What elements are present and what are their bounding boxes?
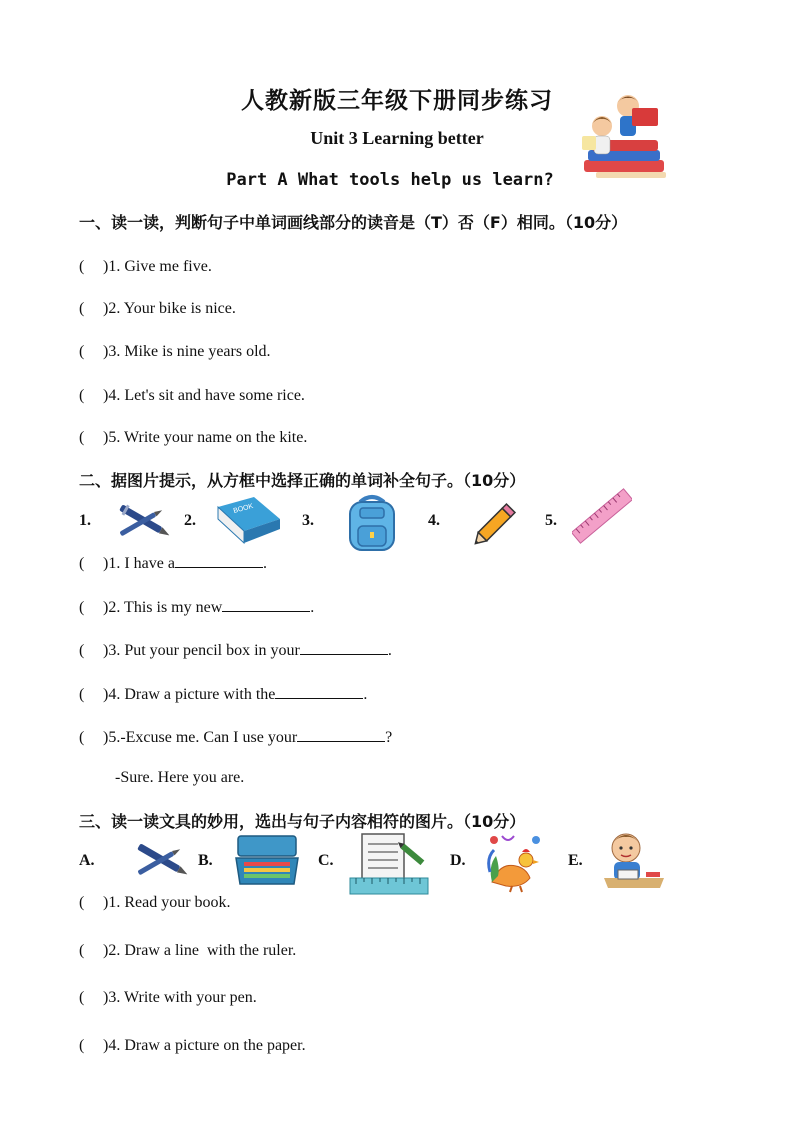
schoolbag-icon [342,492,402,554]
section2-item: ( )5.-Excuse me. Can I use your ? [79,729,393,746]
answer-paren[interactable]: ( [79,429,85,446]
section2-item: ( )1. I have a . [79,555,267,572]
answer-blank[interactable] [275,684,363,699]
section2-heading: 二、据图片提示，从方框中选择正确的单词补全句子。（10分） [79,471,526,490]
picture-label: D. [450,852,466,869]
paper-ruler-icon [348,832,430,898]
section2-item: ( )4. Draw a picture with the . [79,686,368,703]
pencil-box-icon [232,830,302,890]
picture-label: 1. [79,512,91,529]
picture-label: B. [198,852,213,869]
answer-paren[interactable]: ( [79,989,85,1006]
svg-text:BOOK: BOOK [232,502,255,515]
answer-blank[interactable] [175,553,263,568]
picture-label: 4. [428,512,440,529]
book-icon [212,493,284,549]
section3-item: ( )3. Write with your pen. [79,989,257,1006]
pen-icon [130,836,192,888]
section2-item: ( )3. Put your pencil box in your . [79,642,392,659]
section1-item: ( )5. Write your name on the kite. [79,429,308,446]
answer-paren[interactable]: ( [79,642,85,659]
section1-item: ( )4. Let's sit and have some rice. [79,387,305,404]
answer-blank[interactable] [222,597,310,612]
section1-heading: 一、读一读，判断句子中单词画线部分的读音是（T）否（F）相同。（10分） [79,213,628,232]
answer-paren[interactable]: ( [79,1037,85,1054]
answer-blank[interactable] [300,640,388,655]
picture-label: C. [318,852,334,869]
answer-paren[interactable]: ( [79,942,85,959]
answer-paren[interactable]: ( [79,387,85,404]
rooster-drawing-icon [486,832,544,894]
section2-item: ( )2. This is my new . [79,599,315,616]
answer-paren[interactable]: ( [79,300,85,317]
section1-item: ( )2. Your bike is nice. [79,300,236,317]
picture-label: 5. [545,512,557,529]
answer-paren[interactable]: ( [79,894,85,911]
part-title: Part A What tools help us learn? [226,170,554,190]
answer-blank[interactable] [297,727,385,742]
picture-label: A. [79,852,95,869]
picture-label: 3. [302,512,314,529]
answer-paren[interactable]: ( [79,258,85,275]
answer-paren[interactable]: ( [79,599,85,616]
section1-item: ( )1. Give me five. [79,258,212,275]
kids-reading-icon [576,88,668,183]
pencil-icon [470,493,526,549]
worksheet-title: 人教新版三年级下册同步练习 [241,88,553,114]
section3-item: ( )2. Draw a line with the ruler. [79,942,297,959]
section3-item: ( )1. Read your book. [79,894,231,911]
dialogue-reply: -Sure. Here you are. [115,769,245,786]
answer-paren[interactable]: ( [79,343,85,360]
section3-heading: 三、读一读文具的妙用，选出与句子内容相符的图片。（10分） [79,812,526,831]
picture-label: E. [568,852,583,869]
section3-item: ( )4. Draw a picture on the paper. [79,1037,306,1054]
answer-paren[interactable]: ( [79,555,85,572]
pen-icon [112,497,174,549]
boy-reading-icon [600,828,668,894]
ruler-icon [572,487,632,545]
picture-label: 2. [184,512,196,529]
section1-item: ( )3. Mike is nine years old. [79,343,271,360]
answer-paren[interactable]: ( [79,686,85,703]
answer-paren[interactable]: ( [79,729,85,746]
unit-title: Unit 3 Learning better [310,128,484,148]
